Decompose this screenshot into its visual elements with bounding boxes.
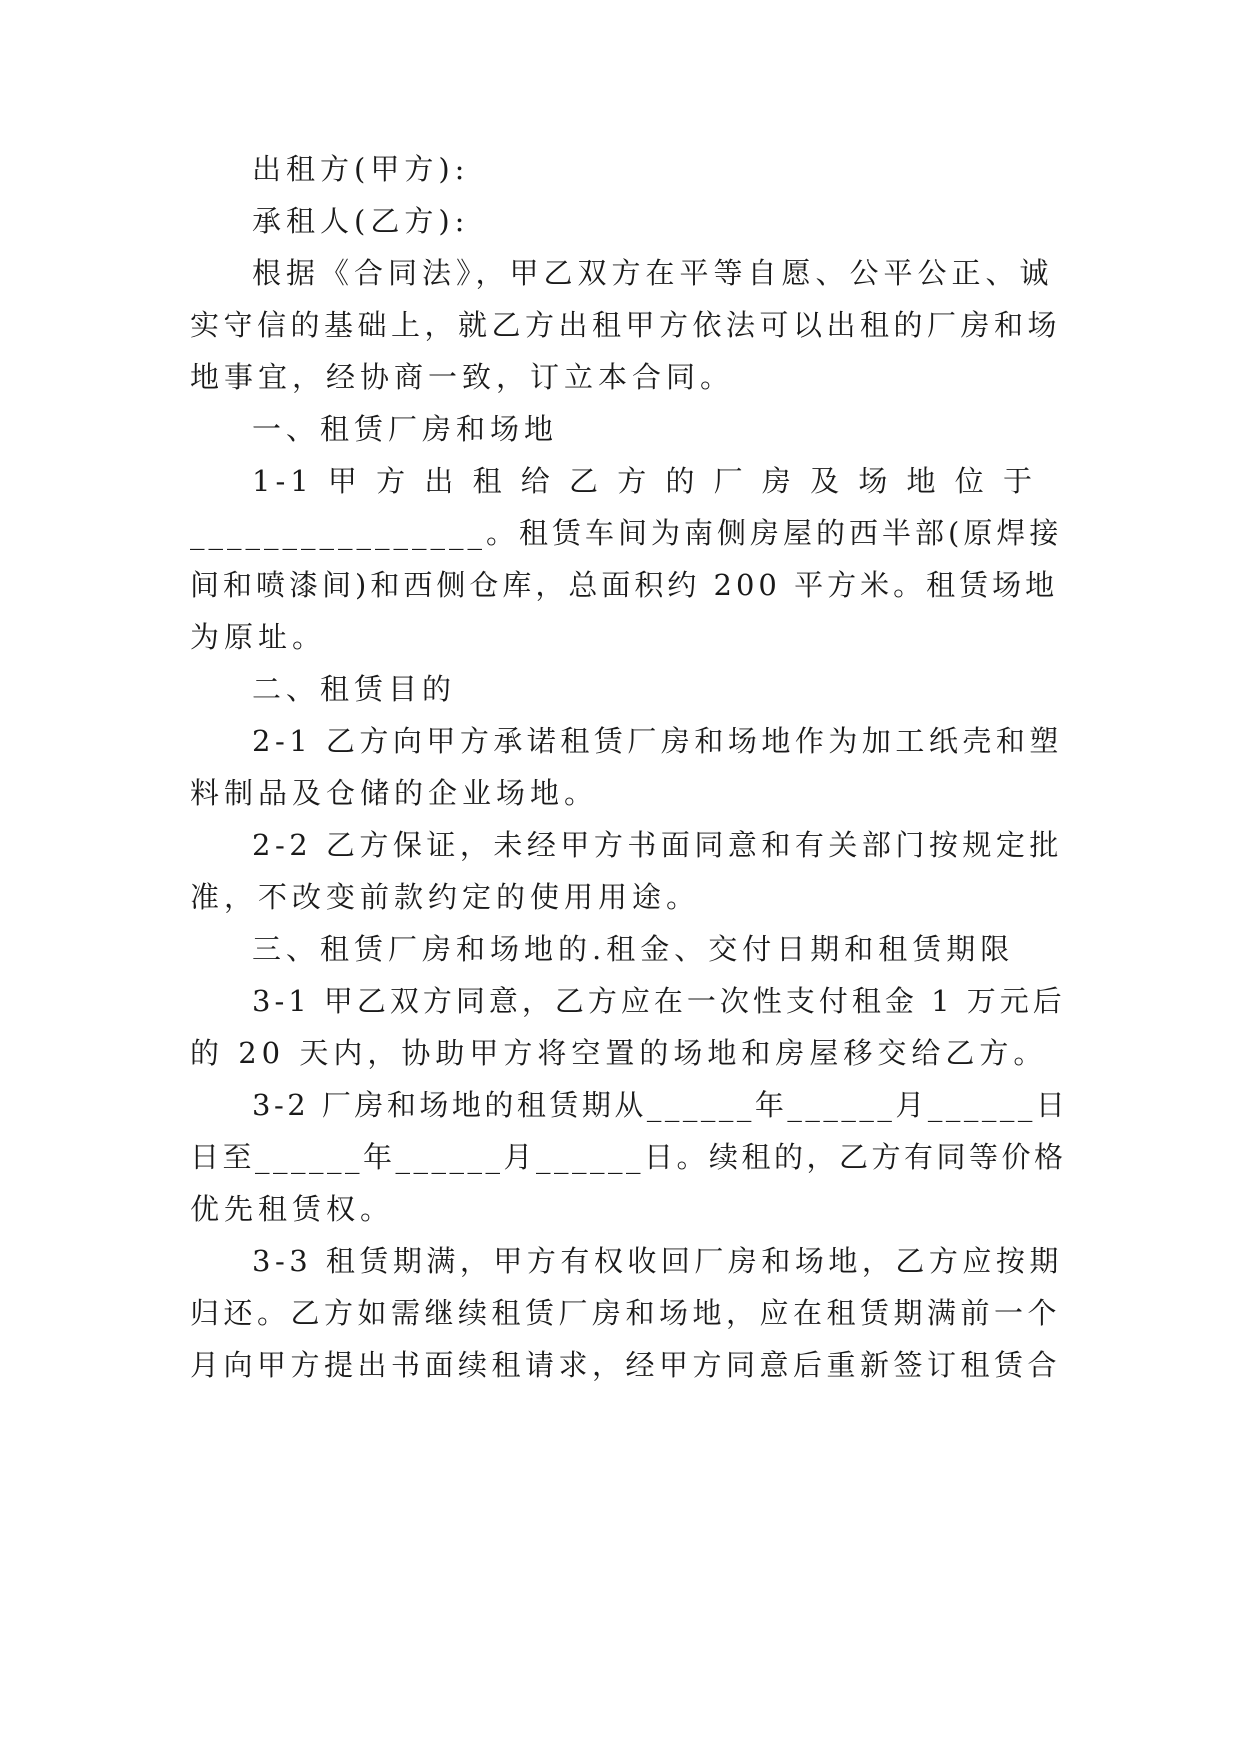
section-heading-3: 三、租赁厂房和场地的.租金、交付日期和租赁期限 xyxy=(252,932,1015,966)
clause-3-3-line: 3-3 租赁期满，甲方有权收回厂房和场地，乙方应按期 xyxy=(252,1244,1063,1278)
preamble-line: 根据《合同法》，甲乙双方在平等自愿、公平公正、诚 xyxy=(252,256,1054,290)
clause-2-2-line: 2-2 乙方保证，未经甲方书面同意和有关部门按规定批 xyxy=(252,828,1063,862)
clause-1-1-line: ________________。租赁车间为南侧房屋的西半部(原焊接 xyxy=(190,516,1063,550)
clause-3-2-line: 3-2 厂房和场地的租赁期从______年______月______日 xyxy=(252,1088,1069,1122)
clause-1-1-line: 1-1 甲 方 出 租 给 乙 方 的 厂 房 及 场 地 位 于 xyxy=(252,464,1037,498)
clause-2-1-line: 2-1 乙方向甲方承诺租赁厂房和场地作为加工纸壳和塑 xyxy=(252,724,1063,758)
clause-3-1-line: 3-1 甲乙双方同意，乙方应在一次性支付租金 1 万元后 xyxy=(252,984,1066,1018)
section-heading-1: 一、租赁厂房和场地 xyxy=(252,412,559,446)
section-heading-2: 二、租赁目的 xyxy=(252,672,457,706)
clause-1-1-line: 间和喷漆间)和西侧仓库，总面积约 200 平方米。租赁场地 xyxy=(190,568,1059,602)
preamble-line: 实守信的基础上，就乙方出租甲方依法可以出租的厂房和场 xyxy=(190,308,1062,342)
preamble-line: 地事宜，经协商一致，订立本合同。 xyxy=(190,360,735,394)
clause-1-1-line: 为原址。 xyxy=(190,620,327,654)
clause-2-1-line: 料制品及仓储的企业场地。 xyxy=(190,776,599,810)
clause-3-2-line: 日至______年______月______日。续租的，乙方有同等价格 xyxy=(190,1140,1067,1174)
clause-3-1-line: 的 20 天内，协助甲方将空置的场地和房屋移交给乙方。 xyxy=(190,1036,1048,1070)
clause-3-3-line: 归还。乙方如需继续租赁厂房和场地，应在租赁期满前一个 xyxy=(190,1296,1062,1330)
clause-2-2-line: 准，不改变前款约定的使用用途。 xyxy=(190,880,701,914)
lessee-line: 承租人(乙方): xyxy=(252,204,470,238)
clause-3-2-line: 优先租赁权。 xyxy=(190,1192,395,1226)
clause-3-3-line: 月向甲方提出书面续租请求，经甲方同意后重新签订租赁合 xyxy=(190,1348,1062,1382)
lessor-line: 出租方(甲方): xyxy=(252,152,470,186)
